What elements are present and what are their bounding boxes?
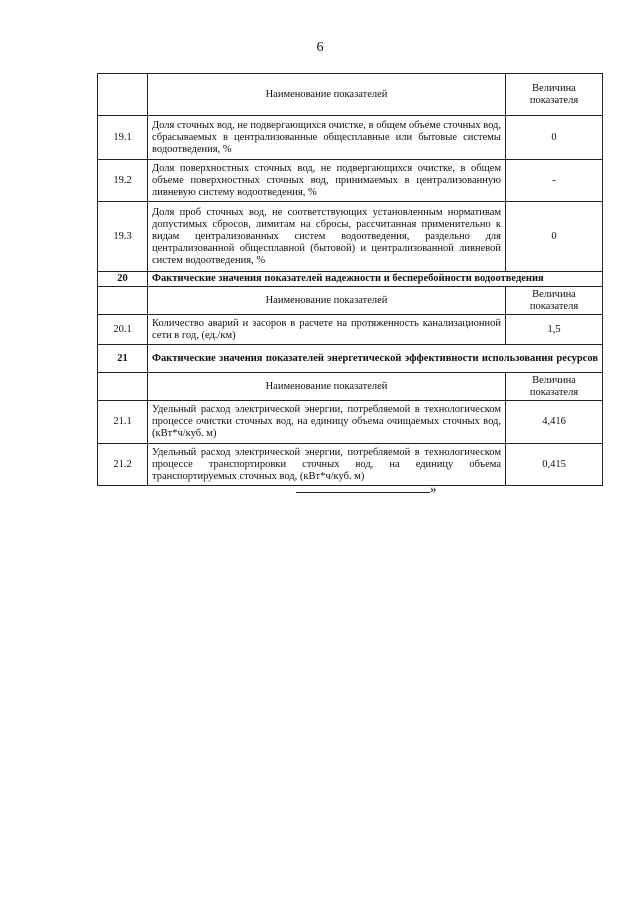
row-number: 19.3 (98, 202, 148, 272)
page-number: 6 (316, 40, 324, 55)
header-value-cell: Величина показателя (506, 373, 603, 401)
header-name-cell: Наименование показателей (148, 373, 506, 401)
header-num-cell (98, 287, 148, 315)
row-value: - (506, 160, 603, 202)
section-title: Фактические значения показателей надежности и бесперебойности водоотведения (148, 272, 603, 287)
row-value: 0,415 (506, 444, 603, 486)
section-title-row (98, 345, 603, 373)
row-number: 21.2 (98, 444, 148, 486)
section-header-row (98, 287, 603, 315)
table-row (98, 202, 603, 272)
header-value-cell: Величина показателя (506, 74, 603, 116)
row-description: Количество аварий и засоров в расчете на протяженность канализационной сети в год, (ед./км) (148, 315, 506, 345)
row-value: 0 (506, 202, 603, 272)
row-value: 4,416 (506, 401, 603, 444)
row-value: 1,5 (506, 315, 603, 345)
header-value-cell: Величина показателя (506, 287, 603, 315)
closing-line (296, 480, 437, 497)
row-description: Удельный расход электрической энергии, потребляемой в технологическом процессе очистки сточных вод, на единицу объема очищаемых сточных вод, (кВт*ч/куб. м) (148, 401, 506, 444)
row-description: Доля проб сточных вод, не соответствующих установленным нормативам допустимых сбросов, лимитам на сбросы, рассчитанная применительно к видам централизованных систем водоотведения, раздельно для централизованной общесплавной (бытовой) и централизованной ливневой систем водоотведения, % (148, 202, 506, 272)
row-description: Удельный расход электрической энергии, потребляемой в технологическом процессе транспортировки сточных вод, на единицу объема транспортируемых сточных вод, (кВт*ч/куб. м) (148, 444, 506, 486)
row-number: 19.1 (98, 116, 148, 160)
header-num-cell (98, 74, 148, 116)
section-number: 20 (98, 272, 148, 287)
row-description: Доля сточных вод, не подвергающихся очистке, в общем объеме сточных вод, сбрасываемых в централизованные общесплавные или бытовые системы водоотведения, % (148, 116, 506, 160)
closing-quote: » (430, 481, 437, 496)
indicators-table (97, 73, 603, 486)
header-name-cell: Наименование показателей (148, 74, 506, 116)
row-number: 21.1 (98, 401, 148, 444)
row-number: 19.2 (98, 160, 148, 202)
table-row (98, 116, 603, 160)
section-title-row (98, 272, 603, 287)
signature-underline (296, 480, 430, 493)
row-number: 20.1 (98, 315, 148, 345)
table-row (98, 401, 603, 444)
header-name-cell: Наименование показателей (148, 287, 506, 315)
table-row (98, 160, 603, 202)
table-header-row (98, 74, 603, 116)
section-title: Фактические значения показателей энергетической эффективности использования ресурсов (148, 345, 603, 373)
row-value: 0 (506, 116, 603, 160)
section-header-row (98, 373, 603, 401)
row-description: Доля поверхностных сточных вод, не подвергающихся очистке, в общем объеме поверхностных сточных вод, принимаемых в централизованную ливневую систему водоотведения, % (148, 160, 506, 202)
section-number: 21 (98, 345, 148, 373)
table-row (98, 315, 603, 345)
header-num-cell (98, 373, 148, 401)
